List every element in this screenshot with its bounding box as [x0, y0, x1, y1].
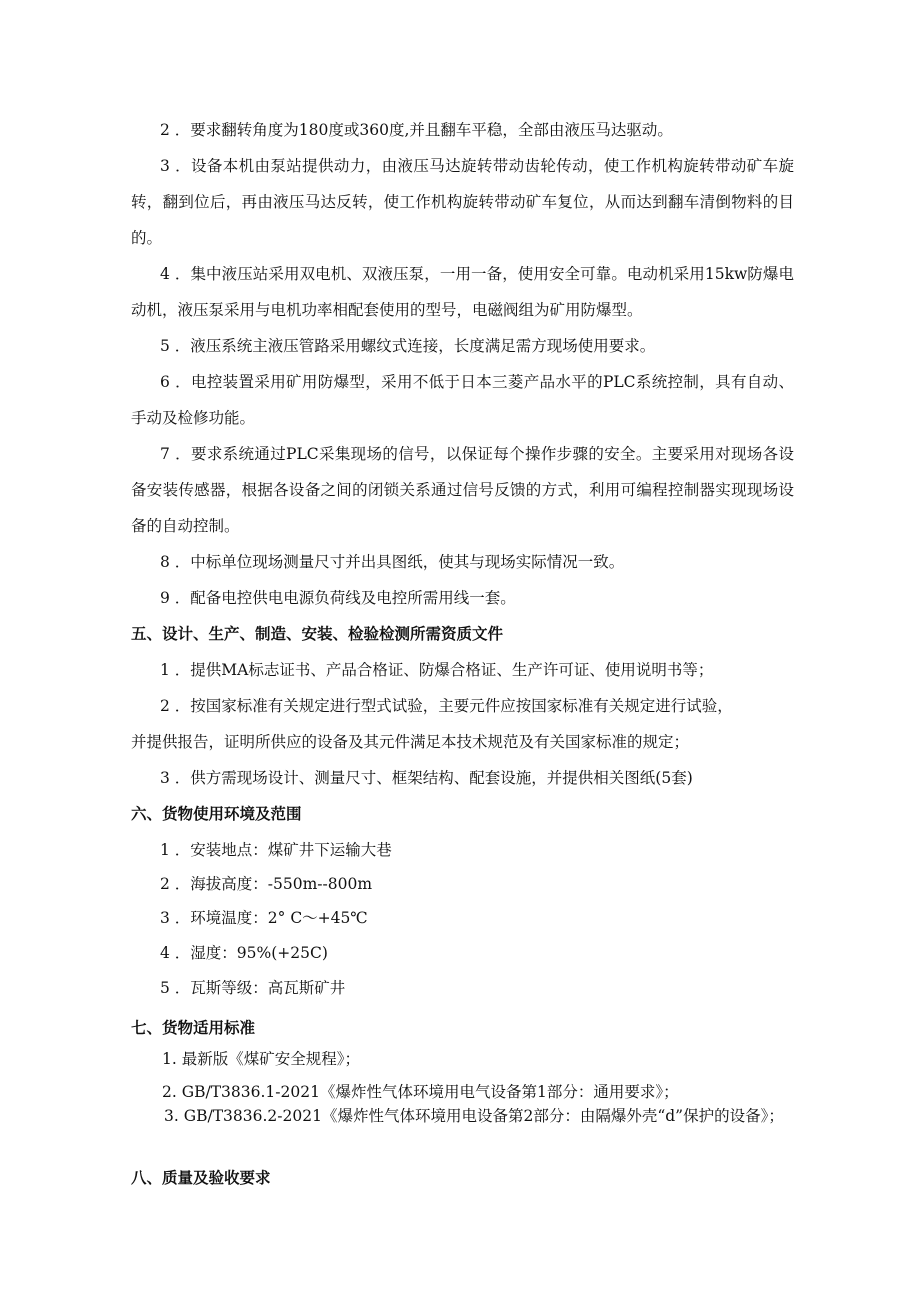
- requirement-item-7: 7 ．要求系统通过PLC采集现场的信号，以保证每个操作步骤的安全。主要采用对现场各设备安装传感器，根据各设备之间的闭锁关系通过信号反馈的方式，利用可编程控制器实现现场设备的自动控制。: [131, 445, 794, 535]
- requirement-item-9: 9 ．配备电控供电电源负荷线及电控所需用线一套。: [160, 589, 516, 607]
- section-5-heading: 五、设计、生产、制造、安装、检验检测所需资质文件: [131, 625, 504, 643]
- environment-item-1: 1 ．安装地点：煤矿井下运输大巷: [160, 841, 392, 859]
- environment-item-5: 5 ．瓦斯等级：高瓦斯矿井: [160, 979, 346, 997]
- requirement-item-3: 3 ．设备本机由泵站提供动力，由液压马达旋转带动齿轮传动，使工作机构旋转带动矿车旋转，翻到位后，再由液压马达反转，使工作机构旋转带动矿车复位，从而达到翻车清倒物料的目的。: [131, 157, 794, 247]
- requirement-item-5: 5 ．液压系统主液压管路采用螺纹式连接，长度满足需方现场使用要求。: [160, 337, 656, 355]
- section-8-heading: 八、质量及验收要求: [131, 1169, 271, 1187]
- standard-item-3: 3. GB/T3836.2-2021《爆炸性气体环境用电设备第2部分：由隔爆外壳“d”保护的设备》；: [164, 1107, 784, 1125]
- requirement-item-8: 8 ．中标单位现场测量尺寸并出具图纸，使其与现场实际情况一致。: [160, 553, 625, 571]
- standard-item-1: 1. 最新版《煤矿安全规程》；: [162, 1050, 360, 1068]
- environment-item-3: 3 ．环境温度：2° C～+45℃: [160, 909, 368, 927]
- standard-item-2: 2. GB/T3836.1-2021《爆炸性气体环境用电气设备第1部分：通用要求》；: [162, 1083, 679, 1101]
- environment-item-4: 4 ．湿度：95%(+25C): [160, 944, 328, 962]
- section-7-heading: 七、货物适用标准: [131, 1019, 256, 1037]
- requirement-item-6: 6 ．电控装置采用矿用防爆型，采用不低于日本三菱产品水平的PLC系统控制，具有自动、手动及检修功能。: [131, 373, 794, 427]
- qualification-item-2: 2 ．按国家标准有关规定进行型式试验，主要元件应按国家标准有关规定进行试验，: [160, 697, 733, 715]
- environment-item-2: 2 ．海拔高度：-550m--800m: [160, 875, 373, 893]
- requirement-item-4: 4 ．集中液压站采用双电机、双液压泵，一用一备，使用安全可靠。电动机采用15kw防爆电动机，液压泵采用与电机功率相配套使用的型号，电磁阀组为矿用防爆型。: [131, 265, 794, 319]
- requirement-item-2: 2 ．要求翻转角度为180度或360度,并且翻车平稳，全部由液压马达驱动。: [160, 121, 673, 139]
- qualification-item-1: 1 ．提供MA标志证书、产品合格证、防爆合格证、生产许可证、使用说明书等；: [160, 661, 714, 679]
- qualification-item-2-continued: 并提供报告，证明所供应的设备及其元件满足本技术规范及有关国家标准的规定；: [131, 733, 690, 751]
- section-6-heading: 六、货物使用环境及范围: [131, 805, 302, 823]
- qualification-item-3: 3 ．供方需现场设计、测量尺寸、框架结构、配套设施，并提供相关图纸(5套): [160, 769, 693, 787]
